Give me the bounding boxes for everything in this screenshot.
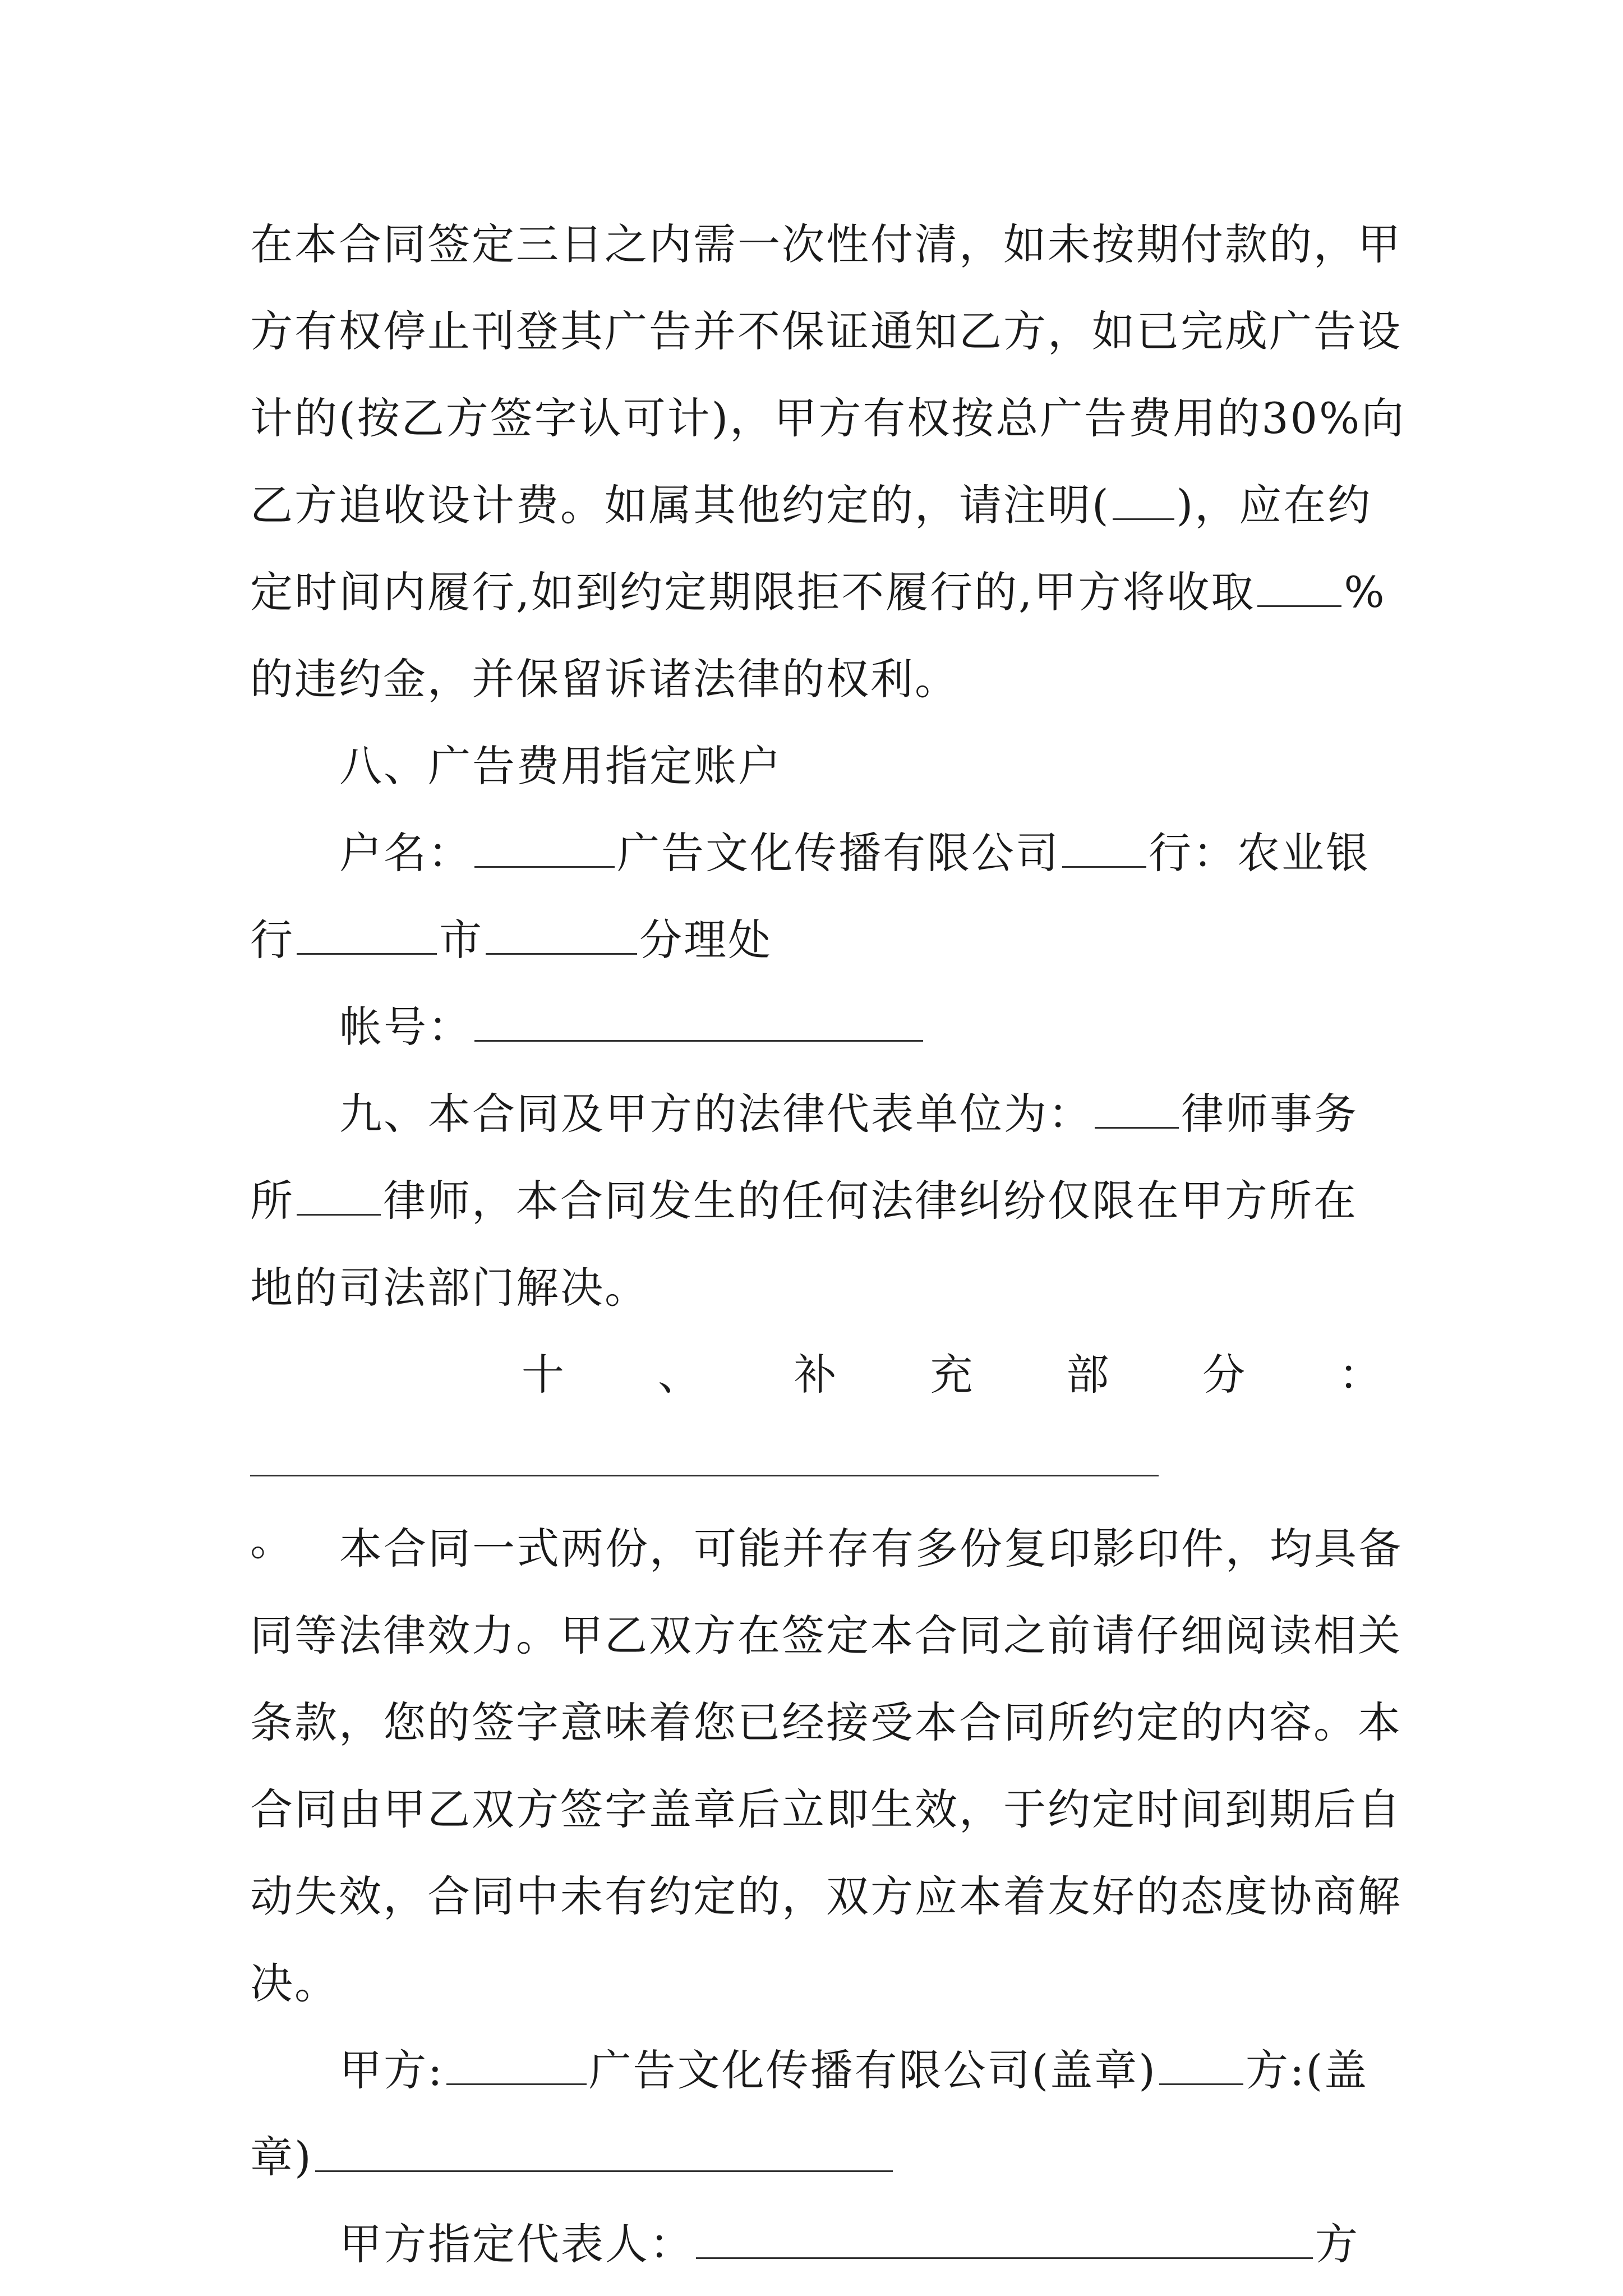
text-span: 定时间内履行,如到约定期限拒不履行的,甲方将收取	[250, 567, 1256, 617]
text-span: 所	[250, 1176, 294, 1226]
fill-blank	[446, 2044, 587, 2085]
body-line: 条款，您的签字意味着您已经接受本合同所约定的内容。本	[250, 1697, 1402, 1747]
text-span: 乙方追收设计费。如属其他约定的，请注明(	[250, 480, 1110, 530]
text-span: 广告文化传播有限公司(盖章)	[588, 2045, 1157, 2095]
text-span: 九、本合同及甲方的法律代表单位为：	[339, 1089, 1092, 1139]
text-span: 市	[439, 915, 483, 965]
text-span: 广告文化传播有限公司	[617, 828, 1060, 878]
representative-line	[339, 2205, 1383, 2284]
section-heading: 八、广告费用指定账户	[339, 741, 782, 791]
spaced-char: 、	[657, 1350, 702, 1400]
fill-blank	[250, 1435, 1159, 1476]
fill-blank	[1257, 566, 1341, 607]
text-span: 甲方:	[339, 2045, 444, 2095]
fill-blank	[297, 1175, 381, 1216]
signature-line	[339, 2031, 1383, 2110]
spaced-char: 分	[1202, 1350, 1247, 1400]
text-span: 行	[250, 915, 294, 965]
signature-line	[250, 2118, 1383, 2197]
text-span: 分理处	[639, 915, 772, 965]
body-line	[250, 466, 1383, 545]
fill-blank	[1113, 479, 1174, 520]
text-span: 律师事务	[1181, 1089, 1358, 1139]
text-span: 律师，本合同发生的任何法律纠纷仅限在甲方所在	[383, 1176, 1358, 1226]
body-line: 在本合同签定三日之内需一次性付清，如未按期付款的，甲	[250, 219, 1402, 269]
fill-blank	[474, 827, 615, 868]
section-heading-spaced	[522, 1336, 1383, 1414]
account-name-line	[339, 814, 1383, 892]
account-number-line	[339, 988, 1383, 1066]
body-line: 计的(按乙方签字认可计)，甲方有权按总广告费用的30%向	[250, 393, 1406, 443]
body-line: 的违约金，并保留诉诸法律的权利。	[250, 654, 959, 704]
body-line: 本合同一式两份，可能并存有多份复印影印件，均具备	[339, 1524, 1403, 1573]
text-span: )，应在约	[1176, 480, 1372, 530]
fill-blank	[474, 1001, 923, 1042]
text-span: 方:(盖	[1245, 2045, 1369, 2095]
fill-blank	[1159, 2044, 1243, 2085]
fill-blank	[1095, 1088, 1179, 1129]
fill-blank	[1062, 827, 1146, 868]
fill-blank	[486, 914, 637, 955]
body-line: 决。	[250, 1958, 339, 2008]
body-line: 同等法律效力。甲乙双方在签定本合同之前请仔细阅读相关	[250, 1611, 1402, 1660]
body-line: 动失效，合同中未有约定的，双方应本着友好的态度协商解	[250, 1871, 1402, 1921]
bank-line	[250, 901, 1383, 979]
spaced-char: 充	[930, 1350, 975, 1400]
spaced-char: 补	[794, 1350, 838, 1400]
text-span: 章)	[250, 2132, 313, 2182]
body-line: 合同由甲乙双方签字盖章后立即生效，于约定时间到期后自	[250, 1784, 1402, 1834]
body-line: 地的司法部门解决。	[250, 1263, 649, 1313]
text-span: 。	[250, 1515, 293, 1565]
fill-blank	[297, 914, 437, 955]
spaced-char: 十	[522, 1350, 566, 1400]
text-span: 户名：	[339, 828, 472, 878]
body-line	[250, 1162, 1383, 1240]
text-span: 帐号：	[339, 1002, 472, 1052]
text-span: 行：农业银	[1149, 828, 1370, 878]
text-span: 甲方指定代表人：	[339, 2219, 694, 2269]
body-line: 方有权停止刊登其广告并不保证通知乙方，如已完成广告设	[250, 306, 1402, 356]
fill-blank	[315, 2131, 893, 2172]
text-span: 方	[1315, 2219, 1359, 2269]
body-line	[339, 1075, 1383, 1153]
body-line	[250, 553, 1386, 632]
fill-blank	[696, 2218, 1313, 2259]
spaced-char: 部	[1066, 1350, 1111, 1400]
text-span: %	[1344, 567, 1386, 617]
spaced-char: ：	[1338, 1350, 1383, 1400]
